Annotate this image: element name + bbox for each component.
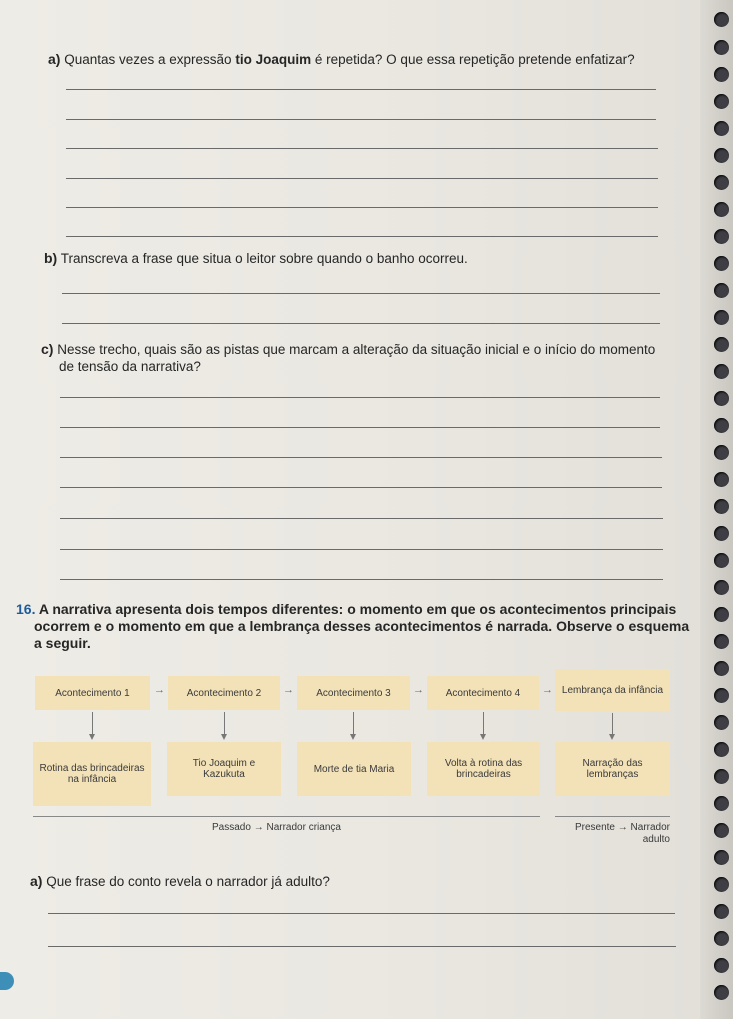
binding-hole	[714, 634, 729, 649]
arrow-right-icon: →	[283, 684, 294, 696]
answer-line[interactable]	[60, 518, 663, 519]
binding-hole	[714, 715, 729, 730]
answer-line[interactable]	[66, 178, 658, 179]
arrow-down-icon	[353, 712, 354, 734]
answer-line[interactable]	[48, 946, 676, 947]
answer-line[interactable]	[62, 293, 660, 294]
timeline-past-label: Passado → Narrador criança	[212, 822, 341, 833]
answer-line[interactable]	[60, 487, 662, 488]
question-16a-text: Que frase do conto revela o narrador já adulto?	[46, 874, 330, 889]
binding-hole	[714, 12, 729, 27]
binding-hole	[714, 94, 729, 109]
answer-line[interactable]	[66, 89, 656, 90]
arrow-down-icon	[224, 712, 225, 734]
binding-hole	[714, 985, 729, 1000]
binding-hole	[714, 472, 729, 487]
answer-line[interactable]	[66, 236, 658, 237]
answer-line[interactable]	[48, 913, 675, 914]
answer-line[interactable]	[60, 397, 660, 398]
question-b-label: b)	[44, 250, 58, 266]
binding-hole	[714, 445, 729, 460]
binding-hole	[714, 40, 729, 55]
binding-hole	[714, 553, 729, 568]
binding-hole	[714, 769, 729, 784]
binding-hole	[714, 877, 729, 892]
timeline-past-bracket	[33, 816, 540, 817]
scheme-box-event-3: Acontecimento 3	[297, 676, 410, 710]
question-16-number: 16.	[16, 601, 36, 617]
question-b	[44, 250, 684, 267]
answer-line[interactable]	[60, 427, 660, 428]
binding-hole	[714, 148, 729, 163]
binding-hole	[714, 67, 729, 82]
binding-hole	[714, 202, 729, 217]
answer-line[interactable]	[62, 323, 660, 324]
answer-line[interactable]	[66, 148, 658, 149]
question-16-line3: a seguir.	[34, 635, 91, 651]
question-a-text-before: Quantas vezes a expressão	[64, 52, 232, 67]
question-16a	[30, 873, 670, 890]
arrow-down-icon	[612, 713, 613, 734]
answer-line[interactable]	[60, 457, 662, 458]
question-16-line2: ocorrem e o momento em que a lembrança desses acontecimentos é narrada. Observe o esquema	[34, 618, 690, 634]
scheme-box-event-2: Acontecimento 2	[168, 676, 280, 710]
arrow-right-icon: →	[413, 684, 424, 696]
scheme-box-event-4: Acontecimento 4	[427, 676, 539, 710]
binding-hole	[714, 580, 729, 595]
binding-hole	[714, 229, 729, 244]
arrow-down-icon	[92, 712, 93, 734]
question-b-text: Transcreva a frase que situa o leitor sobre quando o banho ocorreu.	[60, 251, 468, 266]
timeline-present-bracket	[555, 816, 670, 817]
binding-hole	[714, 688, 729, 703]
question-16	[16, 601, 696, 652]
question-a-label: a)	[48, 51, 61, 67]
timeline-present-label: Presente → Narrador adulto	[574, 822, 670, 845]
binding-hole	[714, 391, 729, 406]
scheme-box-memory: Lembrança da infância	[555, 669, 670, 711]
binding-hole	[714, 931, 729, 946]
answer-line[interactable]	[60, 579, 663, 580]
binding-hole	[714, 364, 729, 379]
arrow-right-icon: →	[542, 684, 553, 696]
question-c	[41, 341, 691, 375]
question-a-highlight: tio Joaquim	[235, 52, 312, 67]
question-a	[48, 51, 688, 68]
question-a-text-after: é repetida? O que essa repetição pretende enfatizar?	[314, 52, 635, 67]
scheme-box-death: Morte de tia Maria	[297, 742, 411, 796]
binding-hole	[714, 796, 729, 811]
answer-line[interactable]	[66, 119, 656, 120]
binding-hole	[714, 526, 729, 541]
question-16a-label: a)	[30, 873, 43, 889]
binding-hole	[714, 418, 729, 433]
binding-hole	[714, 823, 729, 838]
question-c-label: c)	[41, 341, 54, 357]
question-c-line1: Nesse trecho, quais são as pistas que marcam a alteração da situação inicial e o início do momento	[57, 342, 656, 357]
scheme-box-narration: Narração das lembranças	[555, 742, 670, 796]
binding-hole	[714, 283, 729, 298]
scheme-box-tio-joaquim: Tio Joaquim e Kazukuta	[167, 742, 281, 796]
answer-line[interactable]	[60, 549, 663, 550]
scheme-box-return: Volta à rotina das brincadeiras	[427, 742, 540, 796]
arrow-right-icon: →	[154, 684, 165, 696]
scheme-box-routine: Rotina das brincadeiras na infância	[33, 742, 151, 806]
binding-hole	[714, 850, 729, 865]
binding-hole	[714, 121, 729, 136]
binding-hole	[714, 499, 729, 514]
question-16-line1: A narrativa apresenta dois tempos diferentes: o momento em que os acontecimentos principais	[38, 601, 677, 617]
binding-hole	[714, 175, 729, 190]
scheme-box-event-1: Acontecimento 1	[35, 676, 150, 710]
binding-hole	[714, 661, 729, 676]
binding-hole	[714, 310, 729, 325]
answer-line[interactable]	[66, 207, 658, 208]
binding-hole	[714, 256, 729, 271]
question-c-line2: de tensão da narrativa?	[59, 359, 201, 374]
binding-hole	[714, 742, 729, 757]
binding-hole	[714, 958, 729, 973]
binding-hole	[714, 904, 729, 919]
binding-hole	[714, 337, 729, 352]
arrow-down-icon	[483, 712, 484, 734]
binding-hole	[714, 607, 729, 622]
